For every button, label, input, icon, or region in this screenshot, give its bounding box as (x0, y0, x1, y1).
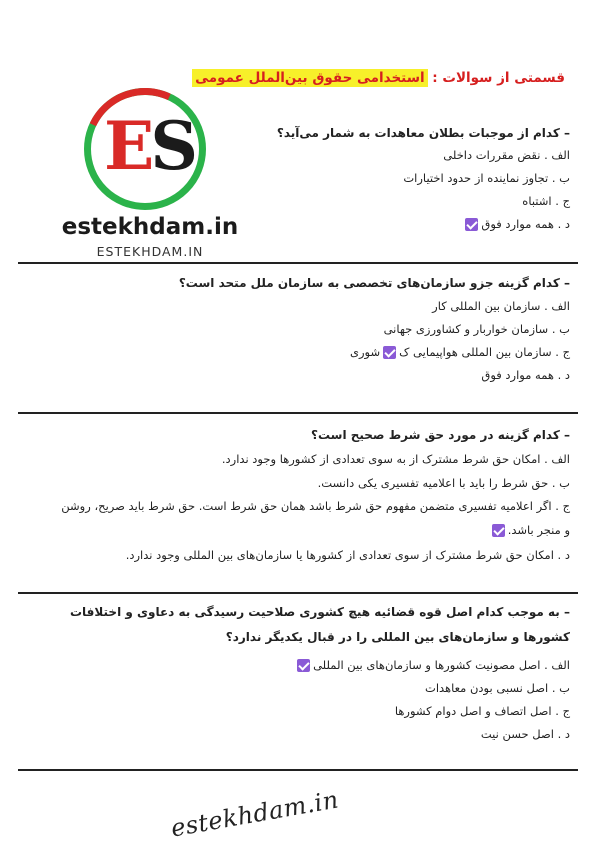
checkmark-icon (297, 659, 310, 672)
divider (18, 262, 578, 264)
divider (18, 592, 578, 594)
question-text: – کدام گزینه در مورد حق شرط صحیح است؟ (310, 428, 570, 442)
question-3 (60, 428, 570, 562)
logo-subtitle: ESTEKHDAM.IN (96, 244, 204, 259)
question-text: – کدام گزینه جزو سازمان‌های تخصصی به سازمان ملل متحد است؟ (178, 276, 570, 290)
option-label: الف . اصل مصونیت کشورها و سازمان‌های بین المللی (313, 658, 570, 672)
option-b: ب . سازمان خواربار و کشاورزی جهانی (383, 322, 570, 336)
question-2 (179, 276, 570, 382)
page-title (192, 70, 565, 86)
option-d (277, 217, 570, 231)
checkmark-icon (492, 524, 505, 537)
logo-name: estekhdam.in (61, 214, 239, 240)
option-a: الف . نقض مقررات داخلی (443, 148, 570, 162)
option-a: الف . امکان حق شرط مشترک از به سوی تعدادی از کشورها وجود ندارد. (221, 452, 570, 466)
divider (18, 412, 578, 414)
divider (18, 769, 578, 771)
logo-letters: ES (104, 107, 194, 185)
checkmark-icon (383, 346, 396, 359)
option-c (179, 345, 570, 359)
title-highlight: استخدامی حقوق بین‌الملل عمومی (192, 69, 427, 87)
option-label: د . همه موارد فوق (481, 217, 570, 231)
option-c: ج . اشتباه (522, 194, 570, 208)
option-c: ج . اصل اتصاف و اصل دوام کشورها (394, 704, 570, 718)
option-d: د . اصل حسن نیت (480, 727, 570, 741)
question-text: – به موجب کدام اصل قوه قضائیه هیچ کشوری صلاحیت رسیدگی به دعاوی و اختلافات کشورها و سازمان‌های بین المللی را در قبال یکدیگر ندارد؟ (69, 605, 570, 644)
title-prefix: قسمتی از سوالات : (427, 70, 565, 86)
option-b: ب . حق شرط را باید با اعلامیه تفسیری یکی دانست. (317, 476, 570, 490)
question-1 (277, 126, 570, 231)
watermark: estekhdam.in (168, 785, 341, 843)
option-d: د . همه موارد فوق (481, 368, 570, 382)
option-label: ج . اگر اعلامیه تفسیری متضمن مفهوم حق شرط باشد همان حق شرط است. حق شرط باید صریح، روشن و منجر باشد. (61, 499, 570, 537)
question-text: – کدام از موجبات بطلان معاهدات به شمار می‌آید؟ (276, 126, 570, 140)
question-4 (60, 600, 570, 741)
option-d: د . امکان حق شرط مشترک از سوی تعدادی از کشورها یا سازمان‌های بین المللی وجود ندارد. (125, 548, 570, 562)
option-c (60, 494, 570, 542)
checkmark-icon (465, 218, 478, 231)
estekhdam-logo (62, 88, 252, 268)
option-label-rest: شوری (349, 345, 381, 359)
option-b: ب . اصل نسبی بودن معاهدات (425, 681, 570, 695)
option-a: الف . سازمان بین المللی کار (432, 299, 570, 313)
option-b: ب . تجاوز نماینده از حدود اختیارات (403, 171, 570, 185)
option-a (60, 658, 570, 672)
option-label: ج . سازمان بین المللی هواپیمایی ک (399, 345, 570, 359)
